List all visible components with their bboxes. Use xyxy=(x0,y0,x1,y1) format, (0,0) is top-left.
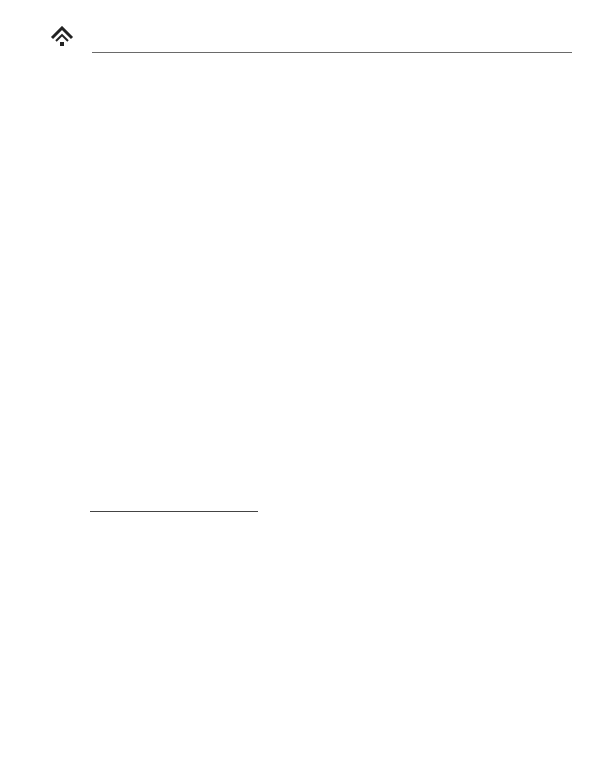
header-rule xyxy=(92,52,572,53)
nih-logo xyxy=(36,6,88,66)
footnote-rule xyxy=(90,511,258,512)
